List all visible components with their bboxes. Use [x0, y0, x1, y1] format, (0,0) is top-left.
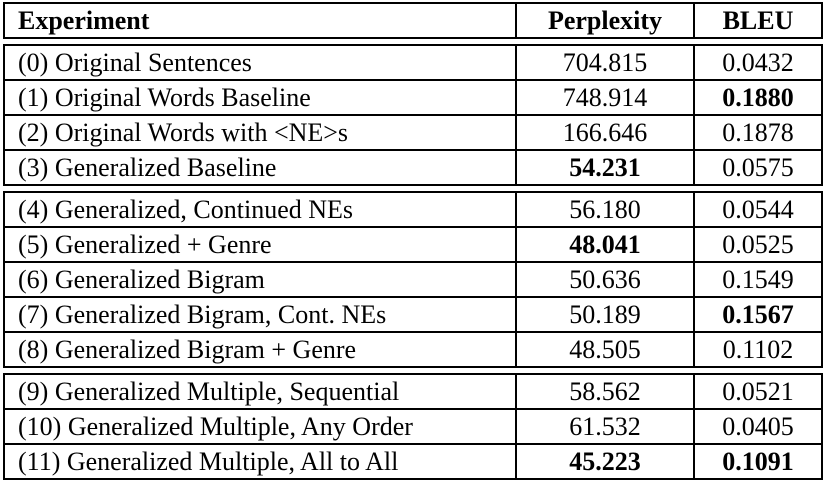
table-row [5, 296, 821, 331]
header-experiment: Experiment [18, 6, 150, 35]
experiment-cell: (4) Generalized, Continued NEs [18, 195, 354, 224]
table-row [5, 114, 821, 149]
experiment-cell: (2) Original Words with <NE>s [18, 118, 349, 147]
perplexity-cell: 61.532 [515, 410, 693, 443]
table-row [5, 375, 821, 408]
bleu-cell: 0.0405 [693, 410, 821, 443]
header-bleu: BLEU [693, 4, 821, 37]
experiment-cell: (5) Generalized + Genre [18, 230, 272, 259]
table-group-3 [3, 373, 823, 480]
bleu-cell: 0.0575 [693, 151, 821, 184]
experiment-cell: (9) Generalized Multiple, Sequential [18, 377, 400, 406]
perplexity-cell: 704.815 [515, 46, 693, 79]
table-row [5, 331, 821, 366]
bleu-cell: 0.0544 [693, 193, 821, 226]
experiment-cell: (6) Generalized Bigram [18, 265, 265, 294]
bleu-cell: 0.1878 [693, 116, 821, 149]
bleu-cell: 0.1880 [693, 81, 821, 114]
table-row [5, 261, 821, 296]
table-group-2 [3, 191, 823, 368]
perplexity-cell: 748.914 [515, 81, 693, 114]
perplexity-cell: 45.223 [515, 445, 693, 478]
header-perplexity: Perplexity [515, 4, 693, 37]
table-header-row [5, 4, 821, 37]
bleu-cell: 0.1549 [693, 263, 821, 296]
table-row [5, 226, 821, 261]
experiment-cell: (1) Original Words Baseline [18, 83, 311, 112]
bleu-cell: 0.0521 [693, 375, 821, 408]
bleu-cell: 0.1567 [693, 298, 821, 331]
perplexity-cell: 48.041 [515, 228, 693, 261]
table-row [5, 46, 821, 79]
perplexity-cell: 58.562 [515, 375, 693, 408]
experiment-cell: (7) Generalized Bigram, Cont. NEs [18, 300, 387, 329]
table-row [5, 193, 821, 226]
table-header-section [3, 2, 823, 39]
perplexity-cell: 166.646 [515, 116, 693, 149]
bleu-cell: 0.0525 [693, 228, 821, 261]
table-row [5, 79, 821, 114]
bleu-cell: 0.0432 [693, 46, 821, 79]
bleu-cell: 0.1102 [693, 333, 821, 366]
perplexity-cell: 50.189 [515, 298, 693, 331]
table-row [5, 408, 821, 443]
experiment-cell: (3) Generalized Baseline [18, 153, 277, 182]
experiment-cell: (0) Original Sentences [18, 48, 252, 77]
experiment-cell: (8) Generalized Bigram + Genre [18, 335, 357, 364]
table-row [5, 149, 821, 184]
perplexity-cell: 48.505 [515, 333, 693, 366]
experiment-cell: (10) Generalized Multiple, Any Order [18, 412, 413, 441]
perplexity-cell: 54.231 [515, 151, 693, 184]
table-row [5, 443, 821, 478]
experiment-cell: (11) Generalized Multiple, All to All [18, 447, 399, 476]
perplexity-cell: 56.180 [515, 193, 693, 226]
perplexity-cell: 50.636 [515, 263, 693, 296]
bleu-cell: 0.1091 [693, 445, 821, 478]
table-group-1 [3, 44, 823, 186]
